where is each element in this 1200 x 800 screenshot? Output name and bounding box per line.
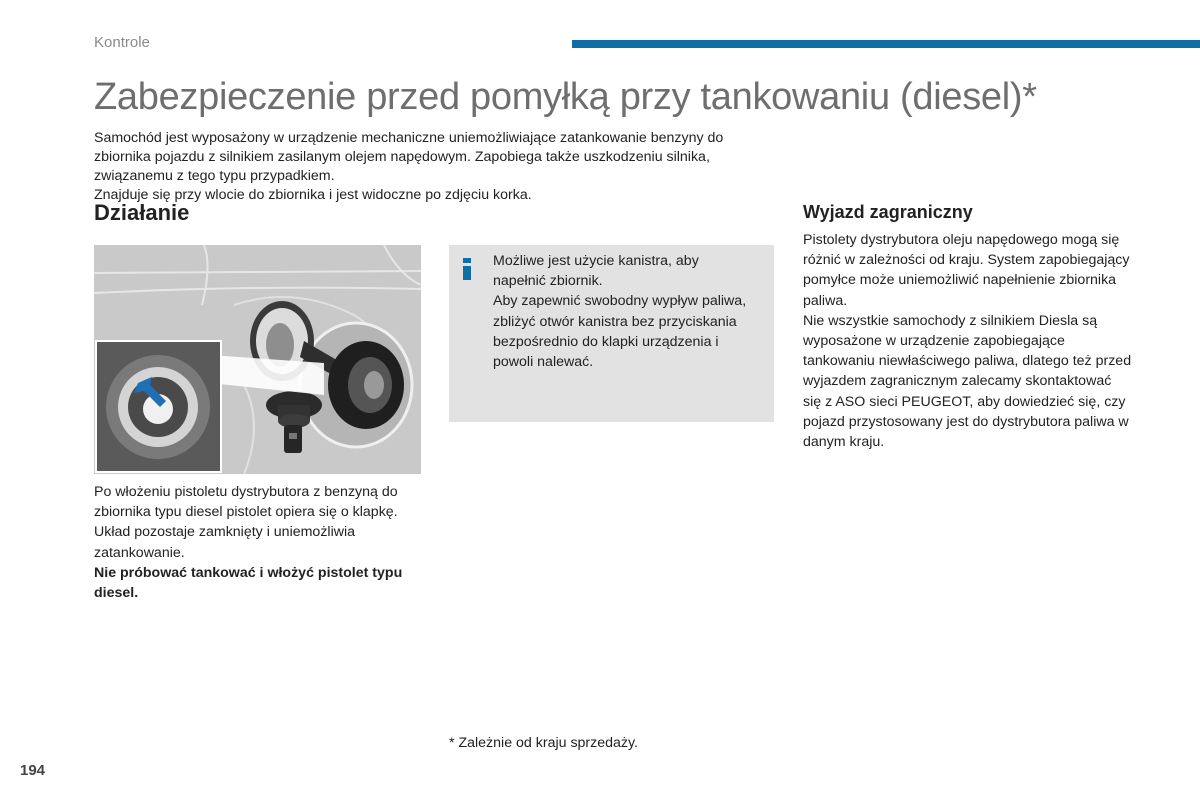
intro-text	[94, 129, 774, 205]
operation-paragraph: Po włożeniu pistoletu dystrybutora z benzyną do zbiornika typu diesel pistolet opiera się o klapkę. Układ pozostaje zamknięty i uniemożliwia zatankowanie.	[94, 484, 398, 561]
section-label: Kontrole	[94, 34, 150, 51]
intro-paragraph: Znajduje się przy wlocie do zbiornika i jest widoczne po zdjęciu korka.	[94, 187, 532, 203]
wyjazd-paragraph: Pistolety dystrybutora oleju napędowego mogą się różnić w zależności od kraju. System zapobiegający pomyłce może uniemożliwić napełnienie zbiornika paliwa.	[803, 232, 1130, 309]
info-icon	[462, 258, 472, 280]
page-title: Zabezpieczenie przed pomyłką przy tankowaniu (diesel)*	[94, 76, 1037, 118]
info-line: Możliwe jest użycie kanistra, aby napełnić zbiornik.	[493, 253, 699, 290]
fuel-filler-diesel-illustration	[94, 245, 421, 474]
info-text	[493, 251, 753, 372]
intro-paragraph: Samochód jest wyposażony w urządzenie mechaniczne uniemożliwiające zatankowanie benzyny do zbiornika pojazdu z silnikiem zasilanym olejem napędowym. Zapobiega także uszkodzeniu silnika, związanemu z tego typu przypadkiem.	[94, 130, 724, 184]
info-box	[449, 245, 774, 422]
page-number: 194	[20, 762, 46, 779]
section-heading-wyjazd: Wyjazd zagraniczny	[803, 202, 973, 222]
warning-text: Nie próbować tankować i włożyć pistolet typu diesel.	[94, 564, 403, 602]
wyjazd-text	[803, 230, 1133, 452]
section-heading-dzialanie: Działanie	[94, 200, 190, 225]
header-accent-bar	[572, 40, 1200, 48]
footnote: * Zależnie od kraju sprzedaży.	[449, 735, 638, 751]
info-line: Aby zapewnić swobodny wypływ paliwa, zbliżyć otwór kanistra bez przyciskania bezpośrednio do klapki urządzenia i powoli nalewać.	[493, 293, 747, 371]
operation-description	[94, 482, 414, 603]
wyjazd-paragraph: Nie wszystkie samochody z silnikiem Diesla są wyposażone w urządzenie zapobiegające tankowaniu niewłaściwego paliwa, dlatego też przed wyjazdem zagranicznym zalecamy skontaktować się z ASO sieci PEUGEOT, aby dowiedzieć się, czy pojazd przystosowany jest do dystrybutora paliwa w danym kraju.	[803, 312, 1132, 451]
